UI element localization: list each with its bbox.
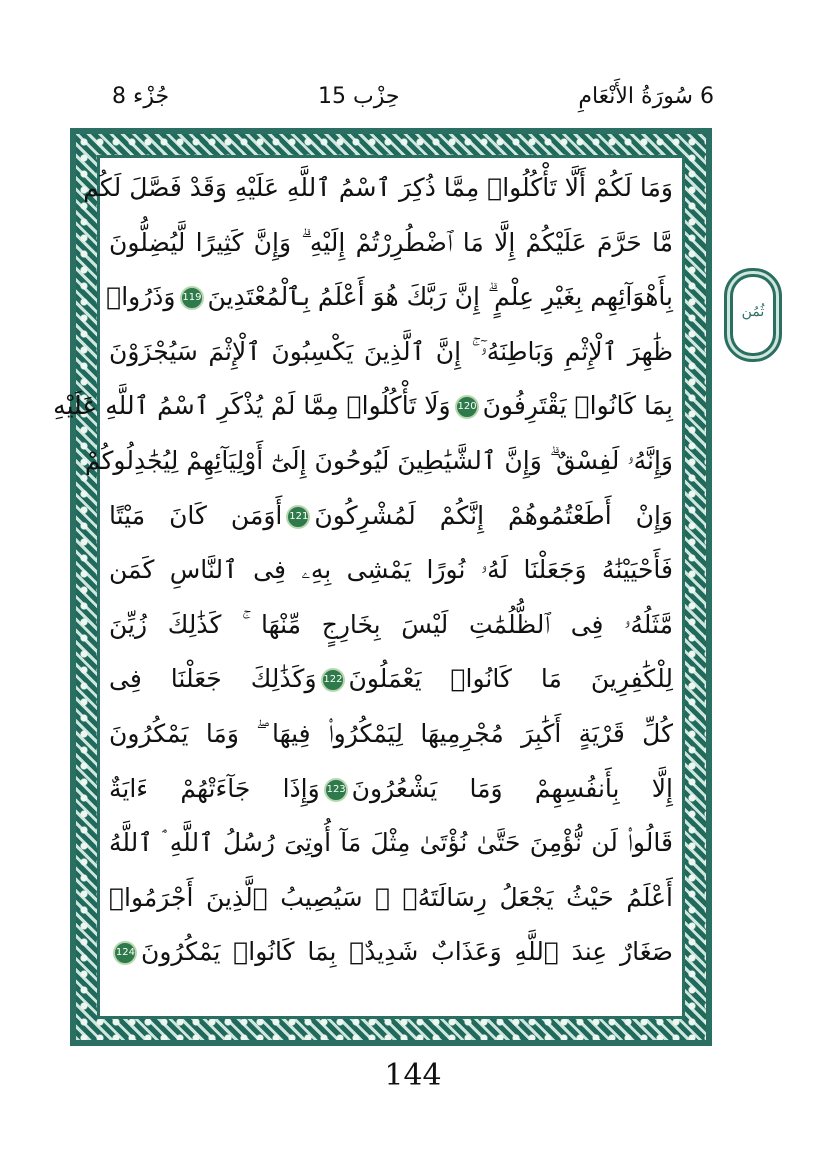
verse-line bbox=[103, 598, 679, 653]
verse-text: مَّا حَرَّمَ عَلَيْكُمْ إِلَّا مَا ٱضْطُرِرْتُمْ إِلَيْهِ ۗ وَإِنَّ كَثِيرًا لَّيُضِلُّونَ bbox=[109, 227, 673, 257]
verse-text: أَعْلَمُ حَيْثُ يَجْعَلُ رِسَالَتَهُۥ ۗ سَيُصِيبُ ٱلَّذِينَ أَجْرَمُوا۟ bbox=[109, 882, 673, 912]
hizb-indicator bbox=[318, 84, 399, 109]
verse-text: إِلَّا بِأَنفُسِهِمْ وَمَا يَشْعُرُونَ bbox=[351, 773, 673, 803]
verse-text-continuation: وَذَرُوا۟ bbox=[106, 282, 176, 312]
juz-number: 8 bbox=[112, 84, 126, 109]
verse-text-continuation: أَوَمَن كَانَ مَيْتًا bbox=[109, 500, 283, 530]
verse-line bbox=[103, 871, 679, 926]
verse-text: قَالُوا۟ لَن نُّؤْمِنَ حَتَّىٰ نُؤْتَىٰ مِثْلَ مَآ أُوتِىَ رُسُلُ ٱللَّهِ ۘ ٱللَّهُ bbox=[109, 828, 673, 858]
thumun-label: ثُمُن bbox=[741, 304, 765, 320]
verse-line bbox=[103, 707, 679, 762]
juz-indicator bbox=[112, 84, 169, 109]
verse-text: وَإِنَّهُۥ لَفِسْقٌ ۗ وَإِنَّ ٱلشَّيَٰطِينَ لَيُوحُونَ إِلَىٰٓ أَوْلِيَآئِهِمْ لِيُجَٰدِلُوكُمْ bbox=[84, 445, 673, 475]
verse-text-continuation: وَإِذَا جَآءَتْهُمْ ءَايَةٌ bbox=[109, 773, 320, 803]
verse-text: فَأَحْيَيْنَٰهُ وَجَعَلْنَا لَهُۥ نُورًا يَمْشِى بِهِۦ فِى ٱلنَّاسِ كَمَن bbox=[109, 555, 673, 585]
ayah-number-marker: 121 bbox=[286, 505, 310, 529]
verse-text-continuation: وَلَا تَأْكُلُوا۟ مِمَّا لَمْ يُذْكَرِ ٱسْمُ ٱللَّهِ عَلَيْهِ bbox=[53, 391, 451, 421]
surah-indicator bbox=[578, 84, 714, 109]
verse-text: صَغَارٌ عِندَ ٱللَّهِ وَعَذَابٌ شَدِيدٌۢ بِمَا كَانُوا۟ يَمْكُرُونَ bbox=[141, 937, 673, 967]
verse-text: ظَٰهِرَ ٱلْإِثْمِ وَبَاطِنَهُۥٓ ۚ إِنَّ ٱلَّذِينَ يَكْسِبُونَ ٱلْإِثْمَ سَيُجْزَوْنَ bbox=[109, 336, 673, 366]
verse-text-continuation: وَكَذَٰلِكَ جَعَلْنَا فِى bbox=[109, 664, 317, 694]
verse-line bbox=[103, 270, 679, 325]
verse-text: مَّثَلُهُۥ فِى ٱلظُّلُمَٰتِ لَيْسَ بِخَارِجٍ مِّنْهَا ۚ كَذَٰلِكَ زُيِّنَ bbox=[109, 609, 673, 639]
verse-line bbox=[103, 325, 679, 380]
verse-line bbox=[103, 652, 679, 707]
ayah-number-marker: 123 bbox=[324, 778, 348, 802]
surah-number: 6 bbox=[700, 84, 714, 109]
verse-line bbox=[103, 762, 679, 817]
verse-line bbox=[84, 434, 679, 489]
verse-text: بِأَهْوَآئِهِم بِغَيْرِ عِلْمٍ ۗ إِنَّ رَبَّكَ هُوَ أَعْلَمُ بِٱلْمُعْتَدِينَ bbox=[207, 282, 673, 312]
page-number: 144 bbox=[384, 1058, 442, 1093]
verse-line bbox=[103, 925, 679, 980]
verse-line bbox=[103, 489, 679, 544]
verse-line bbox=[103, 216, 679, 271]
ayah-number-marker: 122 bbox=[321, 668, 345, 692]
surah-name: سُورَةُ الأَنْعَامِ bbox=[578, 84, 693, 109]
juz-label: جُزْء bbox=[133, 84, 170, 109]
ayah-number-marker: 120 bbox=[455, 395, 479, 419]
verse-line bbox=[53, 379, 679, 434]
ornamental-frame bbox=[53, 128, 712, 1046]
verse-text: بِمَا كَانُوا۟ يَقْتَرِفُونَ bbox=[482, 391, 673, 421]
hizb-number: 15 bbox=[318, 84, 346, 109]
verse-line bbox=[83, 161, 679, 216]
verse-line bbox=[103, 816, 679, 871]
verse-text: كُلِّ قَرْيَةٍ أَكَٰبِرَ مُجْرِمِيهَا لِيَمْكُرُوا۟ فِيهَا ۖ وَمَا يَمْكُرُونَ bbox=[109, 718, 673, 748]
page-header bbox=[0, 84, 826, 120]
ayah-number-marker: 124 bbox=[113, 941, 137, 965]
verse-line bbox=[103, 543, 679, 598]
verse-text: وَإِنْ أَطَعْتُمُوهُمْ إِنَّكُمْ لَمُشْرِكُونَ bbox=[314, 500, 674, 530]
verse-text: وَمَا لَكُمْ أَلَّا تَأْكُلُوا۟ مِمَّا ذُكِرَ ٱسْمُ ٱللَّهِ عَلَيْهِ وَقَدْ فَصَّلَ لَكُم bbox=[83, 173, 673, 202]
verse-text-area bbox=[53, 161, 679, 1013]
thumun-marker bbox=[724, 268, 782, 362]
hizb-label: حِزْب bbox=[353, 84, 400, 109]
ayah-number-marker: 119 bbox=[180, 286, 204, 310]
verse-text: لِلْكَٰفِرِينَ مَا كَانُوا۟ يَعْمَلُونَ bbox=[348, 664, 673, 694]
